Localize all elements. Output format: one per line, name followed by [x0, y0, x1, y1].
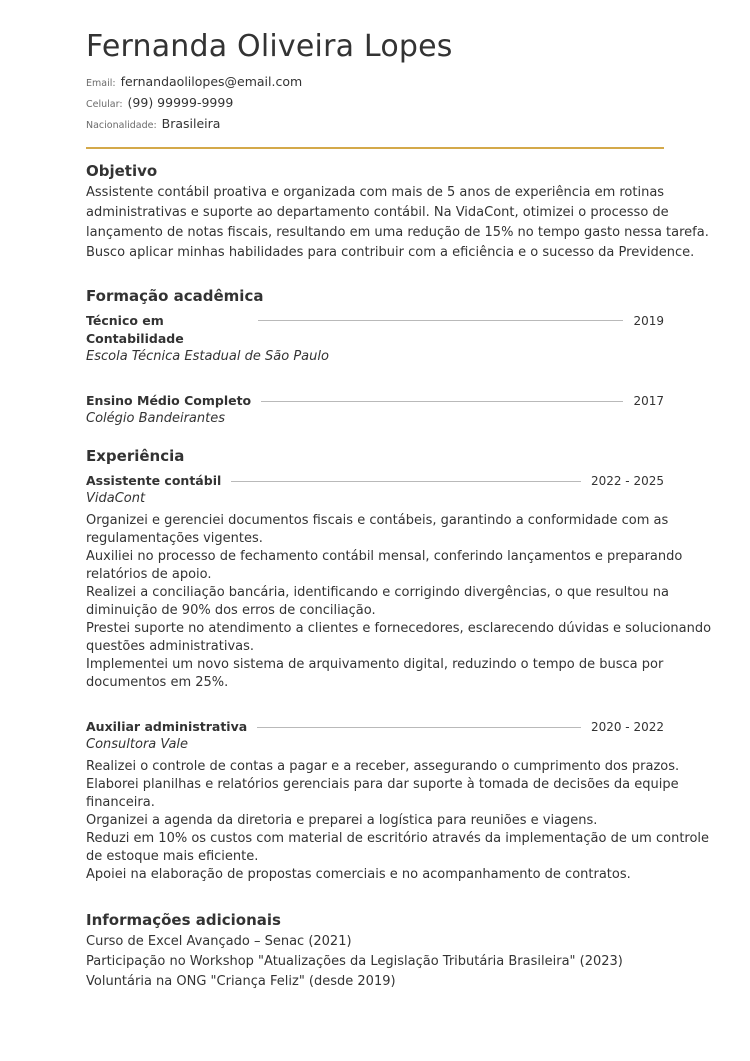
experience-period: 2020 - 2022 [590, 720, 664, 734]
header-divider [86, 147, 664, 149]
experience-line: Realizei a conciliação bancária, identificando e corrigindo divergências, o que resultou na [86, 585, 669, 600]
experience-line: documentos em 25%. [86, 675, 229, 690]
education-entry [86, 312, 664, 366]
contact-email-row [86, 74, 664, 95]
education-degree: Ensino Médio Completo [86, 393, 252, 408]
experience-line: Reduzi em 10% os custos com material de escritório através da implementação de um controle [86, 831, 710, 846]
education-year: 2019 [633, 314, 664, 328]
objective-line: administrativas e suporte ao departamento contábil. Na VidaCont, otimizei o processo de [86, 205, 669, 220]
contact-phone-row [86, 95, 664, 116]
education-year: 2017 [633, 394, 664, 408]
candidate-name: Fernanda Oliveira Lopes [86, 29, 453, 64]
experience-line: Organizei a agenda da diretoria e preparei a logística para reuniões e viagens. [86, 813, 598, 828]
nationality-value: Brasileira [161, 116, 221, 131]
experience-description [86, 758, 710, 884]
additional-info-title: Informações adicionais [86, 911, 281, 929]
experience-line: relatórios de apoio. [86, 567, 212, 582]
education-degree: Técnico em Contabilidade [86, 313, 184, 346]
experience-role: Auxiliar administrativa [86, 719, 248, 734]
experience-line: Prestei suporte no atendimento a clientes e fornecedores, esclarecendo dúvidas e solucionando [86, 621, 712, 636]
experience-line: Realizei o controle de contas a pagar e a receber, assegurando o cumprimento dos prazos. [86, 759, 680, 774]
additional-info-item: Voluntária na ONG "Criança Feliz" (desde 2019) [86, 974, 396, 989]
experience-entry [86, 472, 712, 692]
entry-rule [231, 481, 581, 482]
objective-title: Objetivo [86, 162, 158, 180]
nationality-label: Nacionalidade: [86, 120, 157, 131]
experience-period: 2022 - 2025 [590, 474, 664, 488]
contact-block [86, 74, 664, 137]
experience-line: questões administrativas. [86, 639, 255, 654]
education-school: Escola Técnica Estadual de São Paulo [86, 349, 329, 364]
phone-value: (99) 99999-9999 [127, 95, 234, 110]
experience-role: Assistente contábil [86, 473, 222, 488]
entry-rule [257, 727, 581, 728]
experience-company: VidaCont [86, 491, 146, 506]
experience-line: Elaborei planilhas e relatórios gerenciais para dar suporte à tomada de decisões da equipe [86, 777, 679, 792]
phone-label: Celular: [86, 99, 123, 110]
experience-title: Experiência [86, 447, 185, 465]
email-value: fernandaolilopes@email.com [120, 74, 303, 89]
experience-line: de estoque mais eficiente. [86, 849, 259, 864]
objective-line: Assistente contábil proativa e organizada com mais de 5 anos de experiência em rotinas [86, 185, 665, 200]
experience-company: Consultora Vale [86, 737, 189, 752]
experience-line: Apoiei na elaboração de propostas comerciais e no acompanhamento de contratos. [86, 867, 631, 882]
entry-rule [258, 320, 623, 321]
education-school: Colégio Bandeirantes [86, 411, 225, 426]
experience-entry-header [86, 472, 664, 490]
additional-info-item: Curso de Excel Avançado – Senac (2021) [86, 934, 352, 949]
resume-page [86, 0, 712, 992]
experience-line: Auxiliei no processo de fechamento contábil mensal, conferindo lançamentos e preparando [86, 549, 683, 564]
email-label: Email: [86, 78, 116, 89]
objective-text [86, 183, 709, 263]
contact-nationality-row [86, 116, 664, 137]
experience-line: regulamentações vigentes. [86, 531, 263, 546]
education-entry-header [86, 392, 664, 410]
additional-info-list [86, 932, 664, 992]
experience-entry-header [86, 718, 664, 736]
experience-line: diminuição de 90% dos erros de conciliação. [86, 603, 376, 618]
education-entry [86, 392, 664, 428]
experience-description [86, 512, 712, 692]
experience-line: Organizei e gerenciei documentos fiscais e contábeis, garantindo a conformidade com as [86, 513, 669, 528]
objective-line: lançamento de notas fiscais, resultando em uma redução de 15% no tempo gasto nessa tarefa. [86, 225, 709, 240]
additional-info-item: Participação no Workshop "Atualizações da Legislação Tributária Brasileira" (2023) [86, 954, 623, 969]
entry-rule [261, 401, 623, 402]
experience-entry [86, 718, 710, 884]
education-entry-header [86, 312, 664, 348]
experience-line: financeira. [86, 795, 155, 810]
experience-line: Implementei um novo sistema de arquivamento digital, reduzindo o tempo de busca por [86, 657, 664, 672]
education-title: Formação acadêmica [86, 287, 264, 305]
objective-line: Busco aplicar minhas habilidades para contribuir com a eficiência e o sucesso da Previdence. [86, 245, 695, 260]
